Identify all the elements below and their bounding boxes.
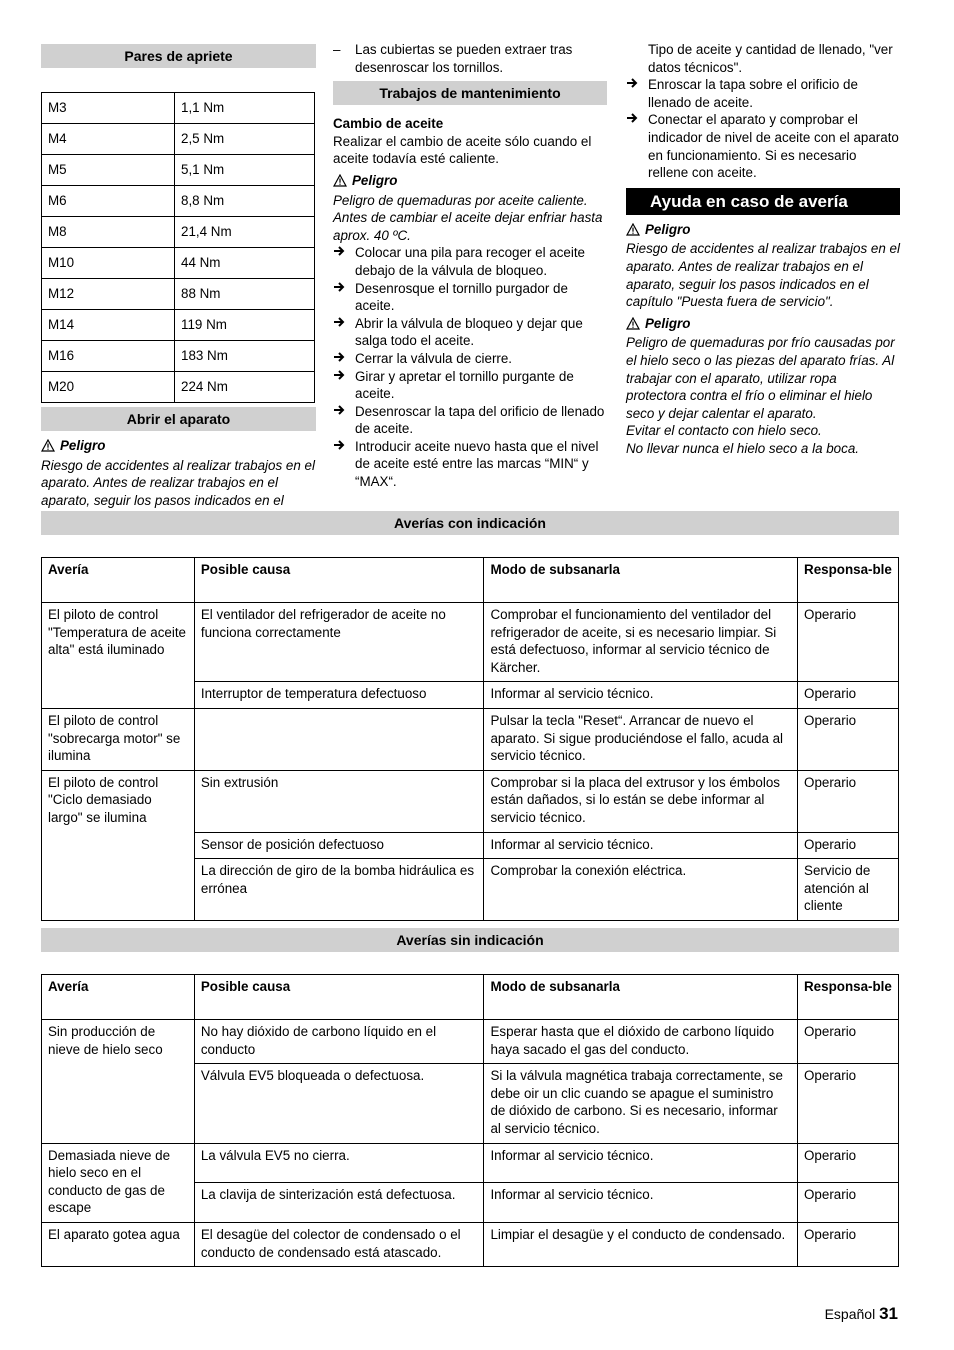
remedy-cell: Limpiar el desagüe y el conducto de condensado. (484, 1222, 798, 1266)
fault-cell: El piloto de control "Temperatura de aceite alta" está iluminado (42, 603, 195, 709)
torque-value-cell: 44 Nm (175, 248, 315, 279)
thread-size-cell: M16 (42, 341, 175, 372)
warning-label: Peligro (645, 221, 691, 237)
cause-cell: La clavija de sinterización está defectuosa. (194, 1183, 484, 1223)
thread-size-cell: M8 (42, 217, 175, 248)
warning-icon (626, 317, 640, 330)
table-row (42, 279, 315, 310)
step-text: Enroscar la tapa sobre el orificio de llenado de aceite. (648, 77, 858, 110)
arrow-icon (333, 368, 345, 386)
list-item (333, 244, 607, 279)
header-fault: Avería (42, 558, 195, 603)
thread-size-cell: M6 (42, 186, 175, 217)
oil-fill-steps (626, 76, 900, 182)
list-item (626, 76, 900, 111)
responsible-cell: Operario (798, 1064, 899, 1143)
step-text: Desenroscar la tapa del orificio de llenado de aceite. (355, 403, 605, 437)
warning-label: Peligro (60, 438, 106, 453)
table-row (42, 341, 315, 372)
list-item: – Las cubiertas se pueden extraer tras desenroscar los tornillos. (333, 42, 573, 75)
warning-label: Peligro (352, 172, 398, 188)
table-row (42, 93, 315, 124)
table-row (42, 708, 899, 770)
arrow-icon (333, 244, 345, 262)
step-text: Desenrosque el tornillo purgador de aceite. (355, 280, 568, 314)
cause-cell: Válvula EV5 bloqueada o defectuosa. (194, 1064, 484, 1143)
help-warning-2-line2: Evitar el contacto con hielo seco. (626, 423, 822, 439)
list-item (333, 280, 607, 315)
header-remedy: Modo de subsanarla (484, 975, 798, 1020)
cause-cell: La válvula EV5 no cierra. (194, 1143, 484, 1183)
cause-cell: Interruptor de temperatura defectuoso (194, 682, 484, 709)
list-item (333, 368, 607, 403)
remedy-cell: Informar al servicio técnico. (484, 1143, 798, 1183)
responsible-cell: Operario (798, 708, 899, 770)
faults-without-indication-title: Averías sin indicación (41, 928, 899, 952)
thread-size-cell: M20 (42, 372, 175, 403)
thread-size-cell: M4 (42, 124, 175, 155)
help-warning-2 (626, 315, 900, 333)
fault-cell: Sin producción de nieve de hielo seco (42, 1020, 195, 1144)
page-number: 31 (879, 1304, 898, 1323)
torque-title: Pares de apriete (41, 44, 316, 68)
step-text: Abrir la válvula de bloqueo y dejar que salga todo el aceite. (355, 315, 583, 349)
thread-size-cell: M12 (42, 279, 175, 310)
remedy-cell: Comprobar la conexión eléctrica. (484, 859, 798, 921)
arrow-icon (626, 111, 638, 129)
dash-list (333, 41, 607, 76)
oil-warning-text: Peligro de quemaduras por aceite caliente. Antes de cambiar el aceite dejar enfriar hasta aprox. 40 ºC. (333, 192, 603, 243)
oil-change-heading: Cambio de aceite (333, 116, 444, 132)
torque-value-cell: 88 Nm (175, 279, 315, 310)
page-footer (825, 1305, 898, 1324)
list-item (333, 315, 607, 350)
faults-without-indication-table (41, 974, 899, 1267)
remedy-cell: Informar al servicio técnico. (484, 1183, 798, 1223)
remedy-cell: Esperar hasta que el dióxido de carbono líquido haya sacado el gas del conducto. (484, 1020, 798, 1064)
table-row (42, 603, 899, 682)
responsible-cell: Operario (798, 1020, 899, 1064)
cause-cell: Sensor de posición defectuoso (194, 832, 484, 859)
oil-change-steps (333, 244, 607, 490)
cause-cell: Sin extrusión (194, 770, 484, 832)
arrow-icon (626, 76, 638, 94)
arrow-icon (333, 438, 345, 456)
remedy-cell: Si la válvula magnética trabaja correctamente, se debe oir un clic cuando se apague el suministro de dióxido de carbono. Si es necesario, informar al servicio técnico. (484, 1064, 798, 1143)
thread-size-cell: M14 (42, 310, 175, 341)
step-text: Introducir aceite nuevo hasta que el nivel de aceite esté entre las marcas “MIN“ y “MAX“. (355, 438, 599, 490)
table-row (42, 186, 315, 217)
header-fault: Avería (42, 975, 195, 1020)
fault-cell: El piloto de control "Ciclo demasiado largo" se ilumina (42, 770, 195, 920)
responsible-cell: Operario (798, 682, 899, 709)
fault-cell: El piloto de control "sobrecarga motor" se ilumina (42, 708, 195, 770)
responsible-cell: Operario (798, 1183, 899, 1223)
torque-value-cell: 5,1 Nm (175, 155, 315, 186)
oil-warning (333, 172, 607, 190)
troubleshooting-title: Ayuda en caso de avería (626, 188, 900, 215)
fault-cell: El aparato gotea agua (42, 1222, 195, 1266)
torque-value-cell: 1,1 Nm (175, 93, 315, 124)
thread-size-cell: M5 (42, 155, 175, 186)
list-item (626, 111, 900, 181)
footer-language: Español (824, 1306, 876, 1322)
cause-cell: El ventilador del refrigerador de aceite no funciona correctamente (194, 603, 484, 682)
torque-value-cell: 8,8 Nm (175, 186, 315, 217)
thread-size-cell: M10 (42, 248, 175, 279)
arrow-icon (333, 403, 345, 421)
table-row (42, 124, 315, 155)
column-3 (626, 41, 900, 457)
cause-cell: La dirección de giro de la bomba hidráulica es errónea (194, 859, 484, 921)
header-cause: Posible causa (194, 558, 484, 603)
responsible-cell: Operario (798, 603, 899, 682)
header-cause: Posible causa (194, 975, 484, 1020)
table-row (42, 310, 315, 341)
help-warning-2-line3: No llevar nunca el hielo seco a la boca. (626, 440, 859, 456)
warning-icon (41, 439, 55, 452)
warning-text: Riesgo de accidentes al realizar trabajos en el aparato. Antes de realizar trabajos en el aparato, seguir los pasos indicados en el (41, 457, 315, 508)
torque-value-cell: 183 Nm (175, 341, 315, 372)
responsible-cell: Operario (798, 1143, 899, 1183)
column-2 (333, 41, 607, 491)
faults-with-indication-section (41, 511, 899, 921)
faults-with-indication-table (41, 557, 899, 921)
help-warning-1-text: Riesgo de accidentes al realizar trabajos en el aparato. Antes de realizar trabajos en el aparato, seguir los pasos indicados en el capítulo "Puesta fuera de servicio". (626, 241, 900, 310)
list-item (333, 438, 607, 491)
fault-cell: Demasiada nieve de hielo seco en el conducto de gas de escape (42, 1143, 195, 1222)
help-warning-2-text: Peligro de quemaduras por frío causadas por el hielo seco o las piezas del aparato frías. Al trabajar con el aparato, utilizar ropa protectora contra el frío o eliminar el hielo seco y dejar calentar el aparato. (626, 335, 895, 421)
header-responsible: Responsa-ble (798, 558, 899, 603)
torque-value-cell: 2,5 Nm (175, 124, 315, 155)
torque-value-cell: 21,4 Nm (175, 217, 315, 248)
cause-cell: No hay dióxido de carbono líquido en el conducto (194, 1020, 484, 1064)
responsible-cell: Operario (798, 832, 899, 859)
table-row (42, 1143, 899, 1183)
warning-icon (626, 223, 640, 236)
step-text: Colocar una pila para recoger el aceite debajo de la válvula de bloqueo. (355, 245, 586, 278)
cause-cell (194, 708, 484, 770)
list-item (333, 350, 607, 368)
step-text: Cerrar la válvula de cierre. (355, 350, 513, 366)
remedy-cell: Comprobar el funcionamiento del ventilador del refrigerador de aceite, si es necesario limpiar. Si está defectuoso, informar al servicio técnico de Kärcher. (484, 603, 798, 682)
arrow-icon (333, 350, 345, 368)
table-row (42, 217, 315, 248)
maintenance-title: Trabajos de mantenimiento (333, 81, 607, 105)
header-responsible: Responsa-ble (798, 975, 899, 1020)
step-text: Girar y apretar el tornillo purgante de aceite. (355, 368, 574, 402)
arrow-icon (333, 280, 345, 298)
faults-without-indication-section (41, 928, 899, 1267)
open-device-title: Abrir el aparato (41, 407, 316, 431)
table-row (42, 155, 315, 186)
torque-value-cell: 119 Nm (175, 310, 315, 341)
oil-type-text: Tipo de aceite y cantidad de llenado, "ver datos técnicos". (648, 42, 893, 75)
header-remedy: Modo de subsanarla (484, 558, 798, 603)
table-row (42, 1222, 899, 1266)
torque-value-cell: 224 Nm (175, 372, 315, 403)
column-1 (41, 44, 316, 527)
table-row (42, 1020, 899, 1064)
responsible-cell: Operario (798, 770, 899, 832)
warning-icon (333, 174, 347, 187)
remedy-cell: Informar al servicio técnico. (484, 682, 798, 709)
warning-label: Peligro (645, 315, 691, 331)
responsible-cell: Servicio de atención al cliente (798, 859, 899, 921)
responsible-cell: Operario (798, 1222, 899, 1266)
list-item (333, 403, 607, 438)
faults-with-indication-title: Averías con indicación (41, 511, 899, 535)
arrow-icon (333, 315, 345, 333)
help-warning-1 (626, 221, 900, 239)
table-row (42, 248, 315, 279)
torque-table (41, 92, 315, 403)
step-text: Conectar el aparato y comprobar el indicador de nivel de aceite con el aparato en funcionamiento. Si es necesario rellene con aceite. (648, 112, 899, 181)
cause-cell: El desagüe del colector de condensado o el conducto de condensado está atascado. (194, 1222, 484, 1266)
table-row (42, 770, 899, 832)
remedy-cell: Comprobar si la placa del extrusor y los émbolos están dañados, si lo están se debe informar al servicio técnico. (484, 770, 798, 832)
oil-change-intro: Realizar el cambio de aceite sólo cuando el aceite todavía esté caliente. (333, 133, 592, 167)
remedy-cell: Pulsar la tecla "Reset“. Arrancar de nuevo el aparato. Si sigue produciéndose el fallo, acuda al servicio técnico. (484, 708, 798, 770)
thread-size-cell: M3 (42, 93, 175, 124)
remedy-cell: Informar al servicio técnico. (484, 832, 798, 859)
table-row (42, 372, 315, 403)
